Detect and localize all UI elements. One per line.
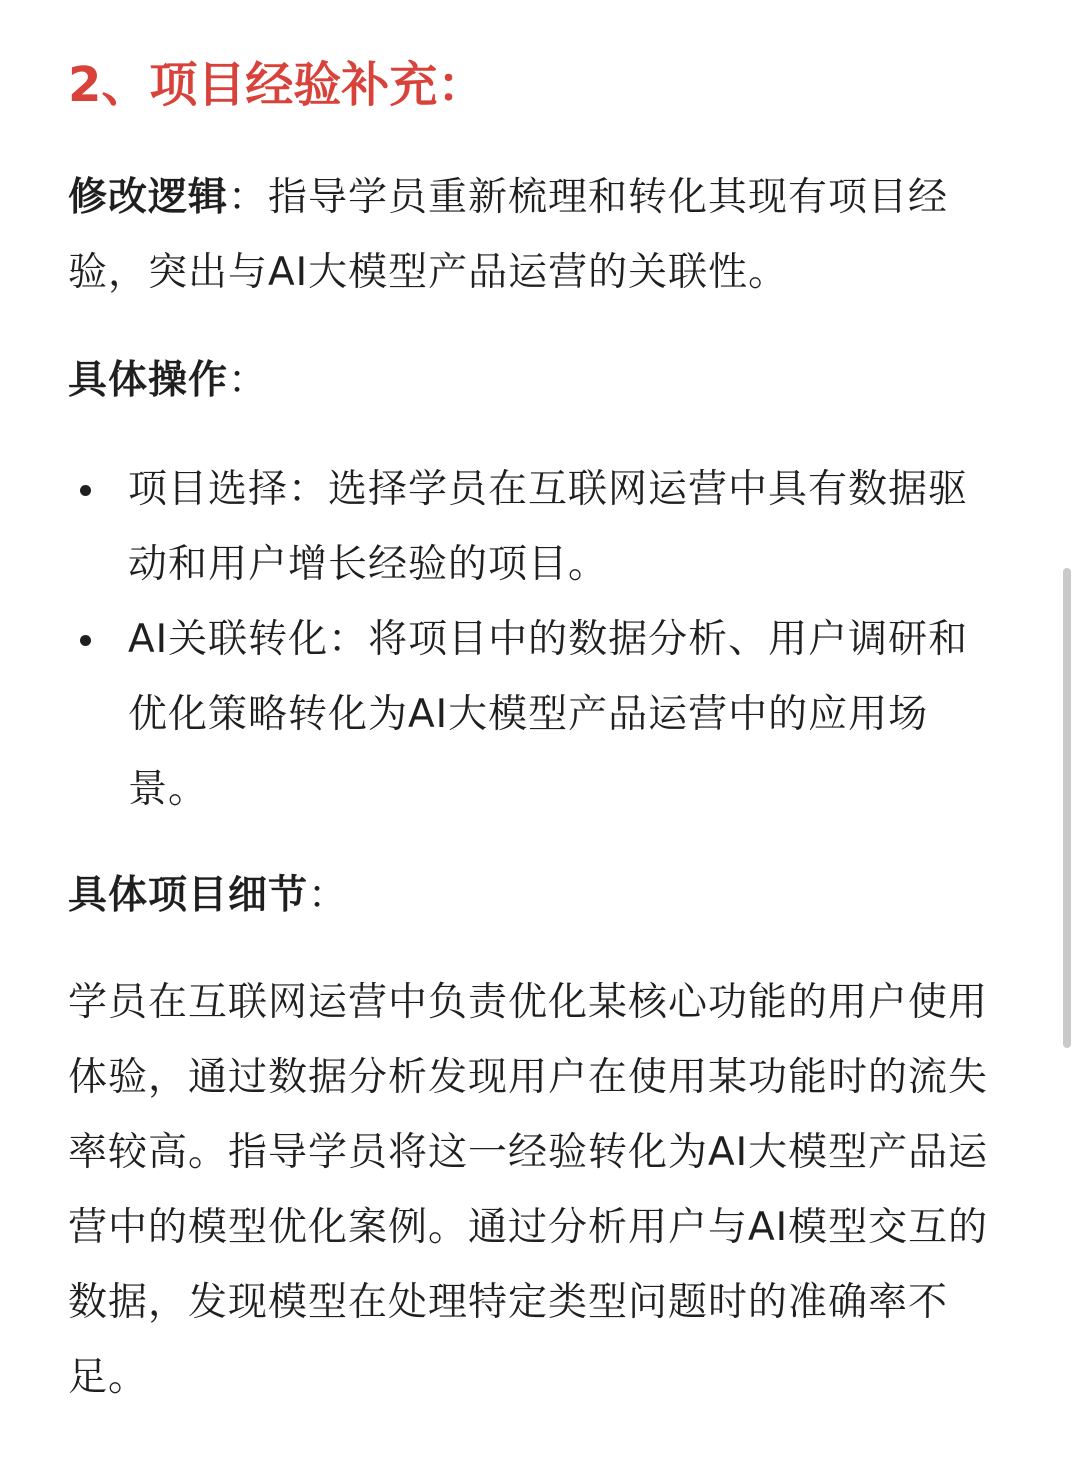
logic-text: 指导学员重新梳理和转化其现有项目经验，突出与AI大模型产品运营的关联性。 (68, 175, 949, 295)
list-item-text: 项目选择：选择学员在互联网运营中具有数据驱动和用户增长经验的项目。 (128, 467, 969, 587)
vertical-scrollbar[interactable] (1063, 568, 1071, 1048)
section-title: 2、项目经验补充： (68, 57, 486, 113)
operations-heading (68, 343, 268, 418)
list-item (68, 452, 988, 602)
details-paragraph: 学员在互联网运营中负责优化某核心功能的用户使用体验，通过数据分析发现用户在使用某功能时的流失率较高。指导学员将这一经验转化为AI大模型产品运营中的模型优化案例。通过分析用户与AI模型交互的数据，发现模型在处理特定类型问题时的准确率不足。 (68, 980, 989, 1400)
details-heading (68, 858, 348, 933)
details-separator: ： (308, 873, 349, 918)
list-item-text: AI关联转化：将项目中的数据分析、用户调研和优化策略转化为AI大模型产品运营中的应用场景。 (128, 617, 969, 812)
logic-separator: ： (228, 175, 269, 220)
operations-title: 具体操作 (68, 358, 229, 403)
list-item (68, 602, 988, 827)
operations-list (68, 452, 988, 827)
logic-label: 修改逻辑 (68, 175, 229, 220)
details-title: 具体项目细节 (68, 873, 309, 918)
operations-separator: ： (228, 358, 269, 403)
bullet-dot-icon (80, 485, 91, 496)
logic-paragraph (68, 160, 988, 310)
bullet-dot-icon (80, 635, 91, 646)
